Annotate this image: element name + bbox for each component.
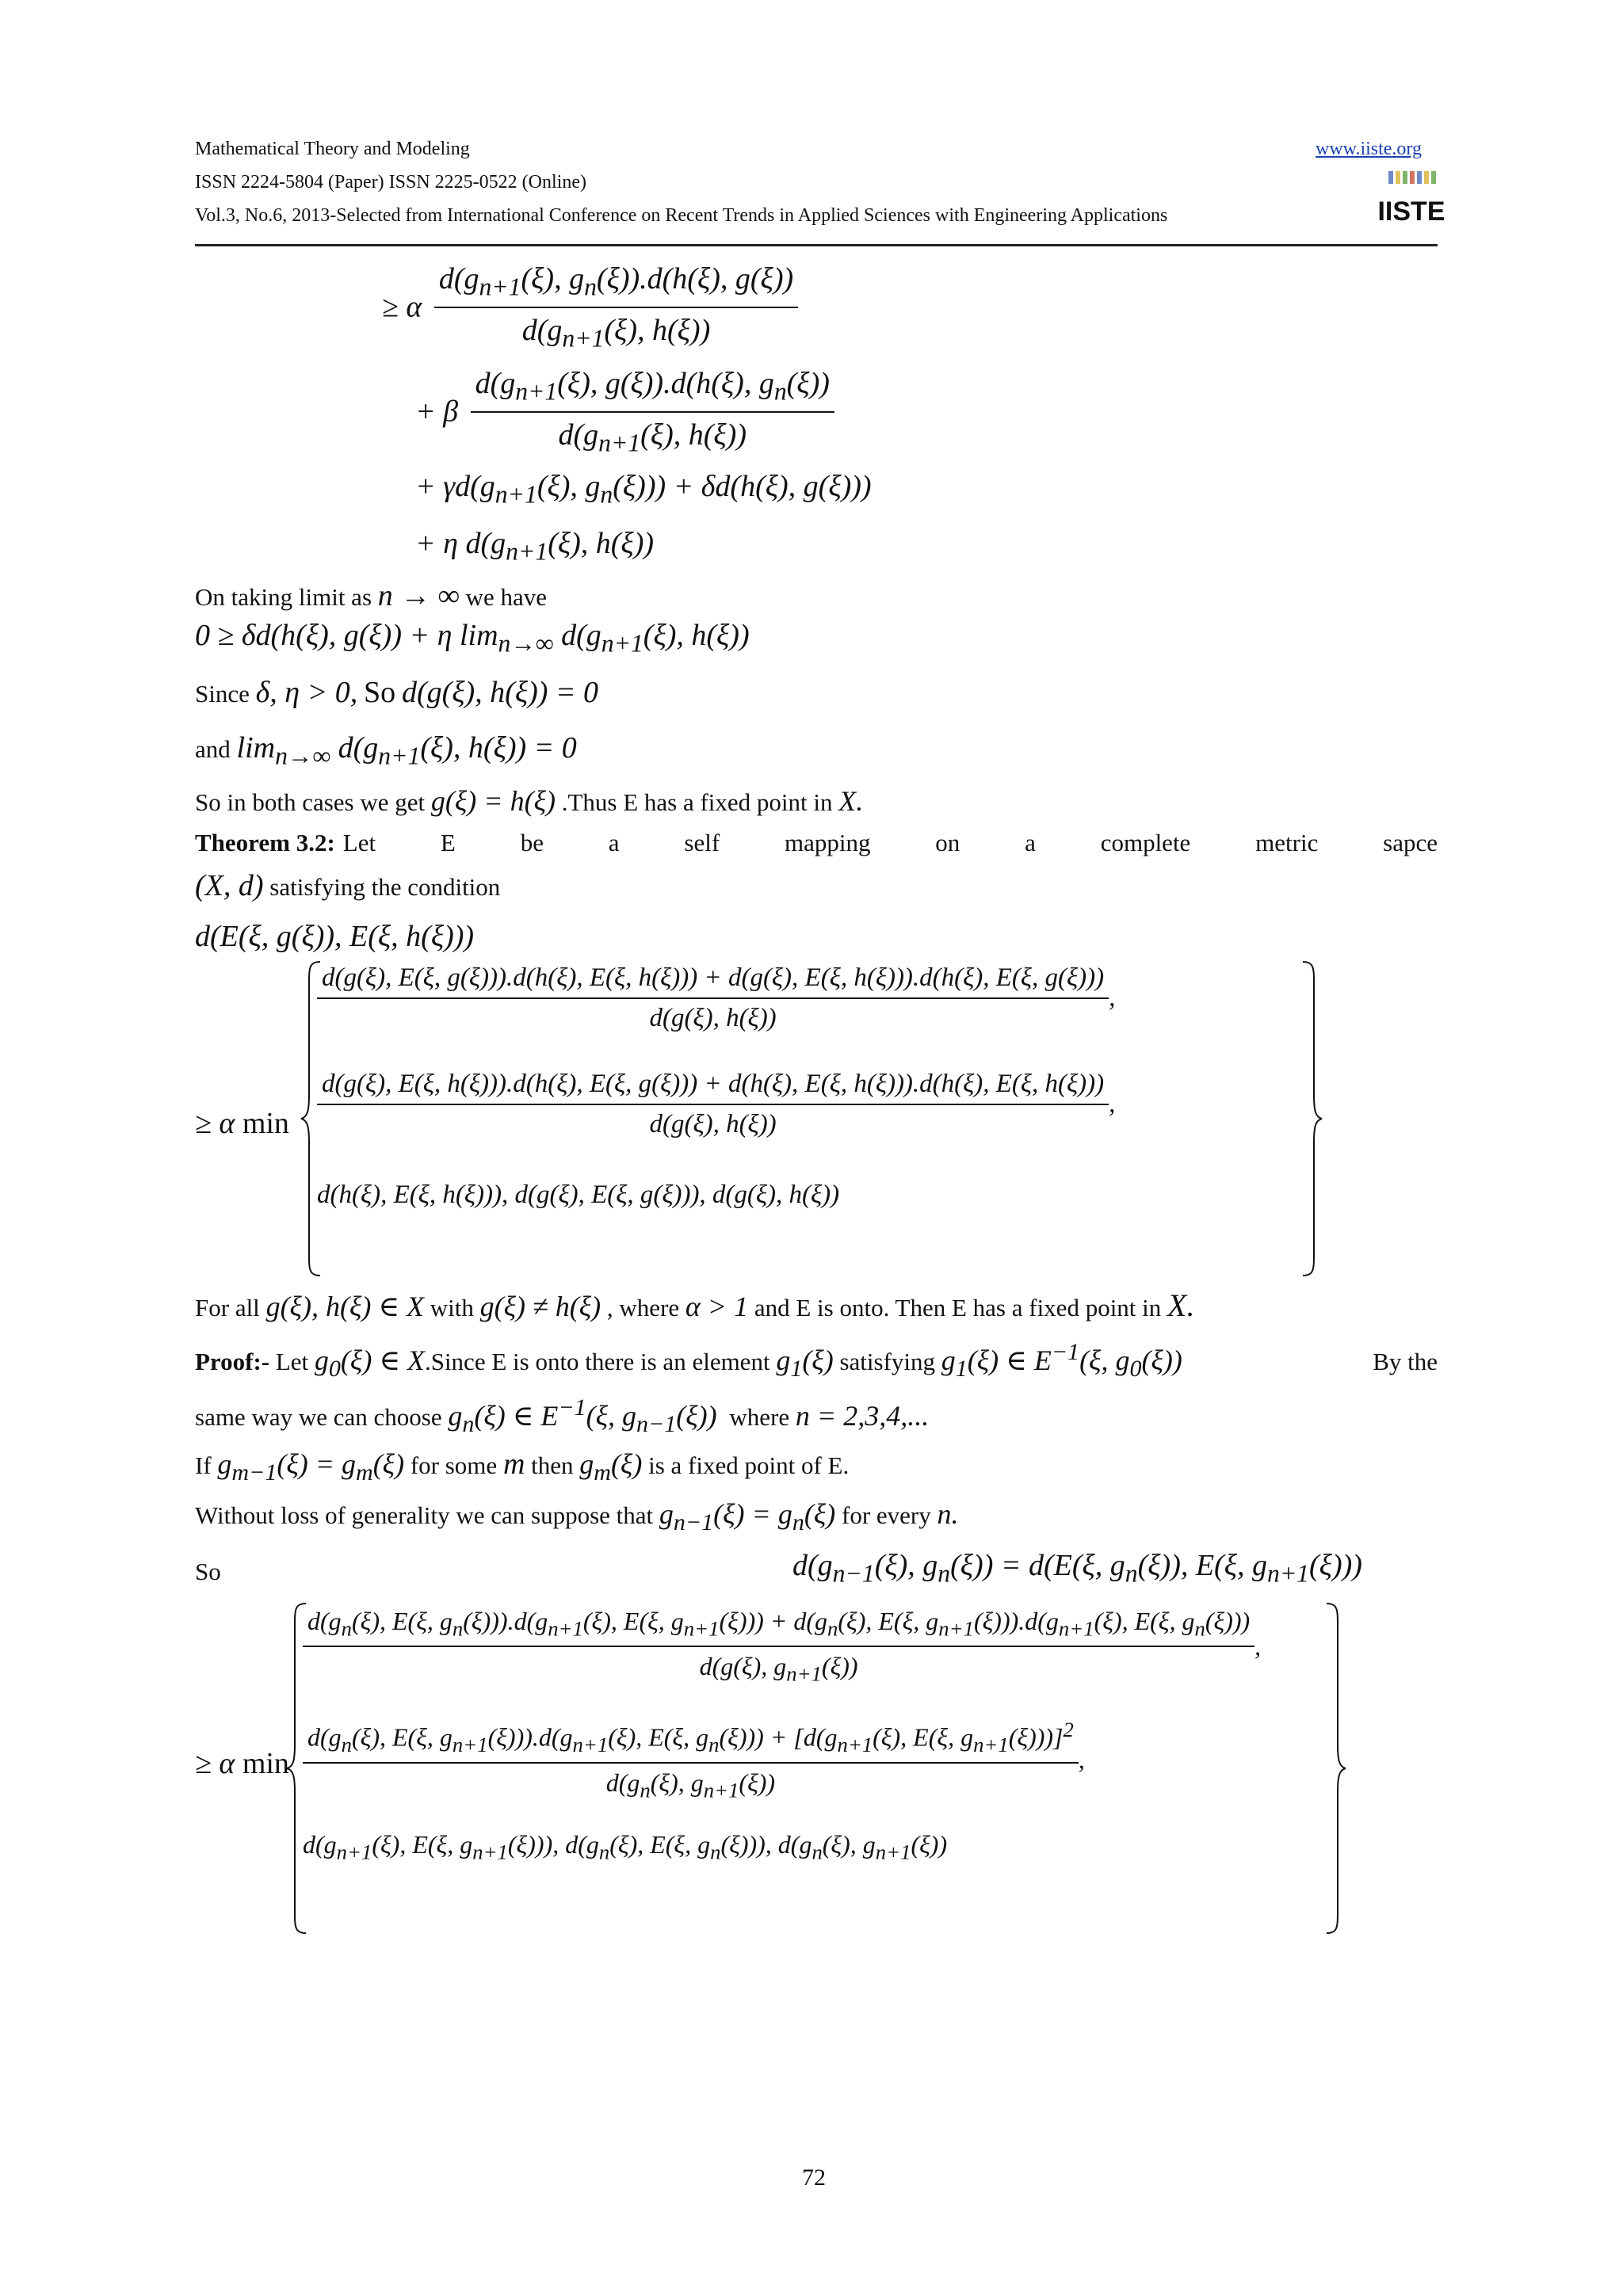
if-line: If $g_{m-1}(\xi) = g_m(\xi)$ for some m then $g_m(\xi)$ is a fixed point of E. — [195, 1447, 850, 1486]
since-line: Since δ, η > 0, So d(g(ξ), h(ξ)) = 0 — [195, 676, 599, 709]
header-rule — [195, 244, 1438, 246]
min2-entry-2: $d(g_n(\xi)$, E(ξ, $g_{n+1}(\xi))).d(g_{n+1}(\xi)$, E(ξ, $g_n(\xi))) + [d(g_{n+1}(\xi)$, E(ξ, $g_{n+1}(\xi)))]^2$ $d(g_n(\xi)$, $g_{n+1}(\xi)$) , — [303, 1718, 1085, 1802]
where-n-text: where — [729, 1403, 790, 1431]
both-cases-line: So in both cases we get g(ξ) = h(ξ) .Thus E has a fixed point in X. — [195, 785, 864, 817]
limit-inequality: 0 ≥ δd(h(ξ), g(ξ)) + η $\lim_{n\to\infty} d(g_{n+1}(\xi)$, h(ξ)) — [195, 619, 750, 658]
proof-let-text: Let — [275, 1348, 309, 1375]
proof-by-the-text: By the — [1373, 1348, 1438, 1375]
alpha-min-2: ≥ α min — [195, 1747, 289, 1780]
for-some-text: for some — [410, 1451, 498, 1479]
right-brace-2 — [1323, 1602, 1347, 1935]
proof-satisfying-text: satisfying — [839, 1348, 936, 1375]
iiste-logo-text: IISTE — [1377, 196, 1445, 227]
proof-since-text: .Since E is onto there is an element — [424, 1348, 770, 1375]
so-equation: $d(g_{n-1}(\xi)$, $g_n(\xi)) = d(E(\xi$, $g_n(\xi)$), E(ξ, $g_{n+1}(\xi)$)) — [792, 1549, 1362, 1588]
continued-inequality: ≥ α $\frac{d(g_{n+1}(\xi), g_n(\xi)).d(h(\xi), g(\xi))}{d(g_{n+1}(\xi), h(\xi))}$ — [382, 261, 798, 353]
for-all-text: For all — [195, 1294, 260, 1322]
min-entry-2: d(g(ξ), E(ξ, h(ξ))).d(h(ξ), E(ξ, g(ξ))) + d(h(ξ), E(ξ, h(ξ))).d(h(ξ), E(ξ, h(ξ))) d(g(ξ), h(ξ)) , — [317, 1070, 1115, 1139]
satisfying-text: satisfying the condition — [269, 873, 501, 901]
wlog-text: Without loss of generality we can suppose that — [195, 1501, 654, 1529]
theorem-label: Theorem 3.2: — [195, 829, 335, 856]
if-text: If — [195, 1451, 212, 1479]
where-text: , where — [606, 1294, 680, 1322]
proof-label: Proof:- — [195, 1348, 270, 1375]
journal-title: Mathematical Theory and Modeling — [195, 139, 470, 159]
then-text: then — [531, 1451, 574, 1479]
gamma-delta-term: + $\gamma d(g_{n+1}(\xi)$, $g_n(\xi))) + \delta d(h(\xi)$, g(ξ))) — [415, 470, 872, 509]
iiste-logo — [1377, 168, 1445, 227]
condition-lhs: d(E(ξ, g(ξ)), E(ξ, h(ξ))) — [195, 920, 475, 953]
min2-entry-3: $d(g_{n+1}(\xi)$, E(ξ, $g_{n+1}(\xi)$)), $d(g_n(\xi)$, E(ξ, $g_n(\xi)$)), $d(g_n(\xi)$, $g_{n+1}(\xi)$) — [303, 1830, 948, 1864]
for-every-text: for every — [842, 1501, 931, 1529]
proof-line: Proof:- Let $g_0(\xi)$ ∈ X.Since E is onto there is an element $g_1(\xi)$ satisfying $g_1(\xi)$ ∈ $E^{-1}(\xi$, $g_0(\xi)$) By the — [195, 1339, 1438, 1383]
min2-entry-1: $d(g_n(\xi)$, E(ξ, $g_n(\xi))).d(g_{n+1}(\xi)$, E(ξ, $g_{n+1}(\xi))) + d(g_n(\xi)$, E(ξ, $g_{n+1}(\xi))).d(g_{n+1}(\xi)$, E(ξ, $g_n(\xi)$)) d(g(ξ), $g_{n+1}(\xi)$) , — [303, 1607, 1261, 1687]
since-text: Since — [195, 680, 250, 707]
theorem-text: Let E be a self mapping on a complete metric sapce — [342, 829, 1438, 856]
iiste-logo-graphic — [1377, 168, 1445, 227]
metric-space-line: (X, d) satisfying the condition — [195, 869, 501, 902]
onto-text: and E is onto. Then E has a fixed point in — [754, 1294, 1162, 1322]
volume-line: Vol.3, No.6, 2013-Selected from International Conference on Recent Trends in Applied Sciences with Engineering Applications — [195, 205, 1168, 226]
alpha-min-1: ≥ α min — [195, 1107, 289, 1140]
website-link[interactable]: www.iiste.org — [1316, 139, 1422, 159]
beta-term: + β $\frac{d(g_{n+1}(\xi), g(\xi)).d(h(\xi), g_n(\xi))}{d(g_{n+1}(\xi), h(\xi))}$ — [415, 366, 834, 457]
same-way-line: same way we can choose $g_n(\xi)$ ∈ $E^{-1}(\xi$, $g_{n-1}(\xi)$) where n = 2,3,4,... — [195, 1394, 930, 1438]
eta-term: + η $d(g_{n+1}(\xi)$, h(ξ)) — [415, 527, 655, 566]
theorem-line — [195, 829, 1438, 857]
min-entry-3: d(h(ξ), E(ξ, h(ξ))), d(g(ξ), E(ξ, g(ξ))), d(g(ξ), h(ξ)) — [317, 1180, 840, 1209]
n-values: n = 2,3,4,... — [795, 1400, 930, 1432]
taking-limit-text: On taking limit as — [195, 583, 372, 611]
taking-limit-line: On taking limit as n → ∞ we have — [195, 579, 548, 612]
and-text: and — [195, 735, 231, 763]
for-all-line: For all g(ξ), h(ξ) ∈ X with g(ξ) ≠ h(ξ) , where α > 1 and E is onto. Then E has a fixed point in X. — [195, 1287, 1195, 1323]
same-way-text: same way we can choose — [195, 1403, 442, 1431]
fixed-of-e-text: is a fixed point of E. — [648, 1451, 850, 1479]
so-label: So — [195, 1558, 221, 1585]
and-line: and $\lim_{n\to\infty} d(g_{n+1}(\xi)$, h(ξ)) = 0 — [195, 731, 577, 770]
min-entry-1: d(g(ξ), E(ξ, g(ξ))).d(h(ξ), E(ξ, h(ξ))) + d(g(ξ), E(ξ, h(ξ))).d(h(ξ), E(ξ, g(ξ))) d(g(ξ), h(ξ)) , — [317, 963, 1115, 1033]
thus-fixed-text: .Thus E has a fixed point in — [561, 788, 833, 816]
page-number: 72 — [802, 2164, 826, 2191]
both-cases-text: So in both cases we get — [195, 788, 426, 816]
so-text: So — [364, 676, 396, 709]
issn-line: ISSN 2224-5804 (Paper) ISSN 2225-0522 (Online) — [195, 172, 586, 193]
right-brace-1 — [1300, 960, 1323, 1277]
with-text: with — [430, 1294, 474, 1322]
we-have-text: we have — [465, 583, 548, 611]
wlog-line: Without loss of generality we can suppose that $g_{n-1}(\xi) = g_n(\xi)$ for every n. — [195, 1498, 959, 1536]
